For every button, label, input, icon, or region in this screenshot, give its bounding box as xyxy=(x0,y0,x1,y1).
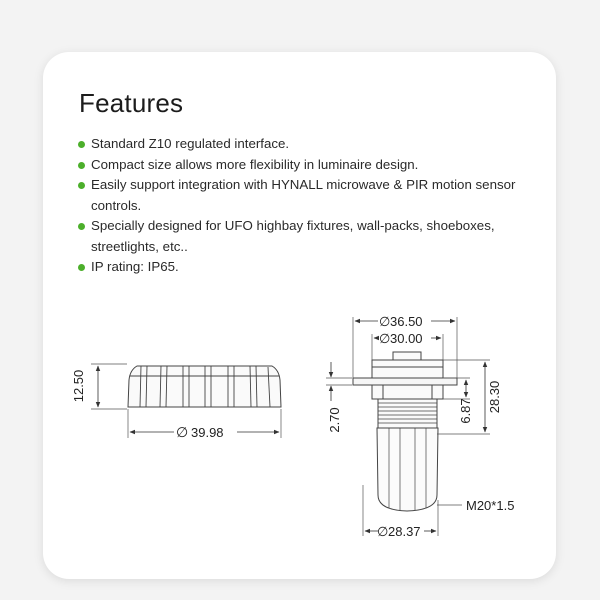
dim-thread-spec xyxy=(437,498,514,513)
feature-text: Easily support integration with HYNALL microwave & PIR motion sensor controls. xyxy=(91,177,516,213)
dim-top-outer-label: 36.50 xyxy=(390,314,423,329)
dim-left-diameter xyxy=(128,409,281,440)
thread-spec-label: M20*1.5 xyxy=(466,498,515,513)
dim-bottom-diameter-label: 28.37 xyxy=(388,524,421,539)
diameter-symbol: ∅ xyxy=(379,331,391,346)
diameter-symbol: ∅ xyxy=(377,524,389,539)
feature-text: Compact size allows more flexibility in luminaire design. xyxy=(91,156,419,172)
dim-left-diameter-label: 39.98 xyxy=(191,425,224,440)
dim-flange-label: 2.70 xyxy=(327,407,342,433)
dim-left-height-label: 12.50 xyxy=(71,369,86,403)
feature-text: Standard Z10 regulated interface. xyxy=(91,136,290,151)
sensor-body-view xyxy=(353,352,457,511)
diameter-symbol: ∅ xyxy=(379,314,391,329)
dim-flange xyxy=(326,362,352,433)
cap-side-view xyxy=(128,366,281,407)
dim-thread-length-label: 6.87 xyxy=(458,398,473,424)
dim-total-height-label: 28.30 xyxy=(487,380,502,414)
dim-left-height xyxy=(71,364,127,409)
features-heading: Features xyxy=(79,88,184,118)
dim-top-inner-label: 30.00 xyxy=(390,331,423,346)
diameter-symbol: ∅ xyxy=(176,424,189,440)
feature-text: IP rating: IP65. xyxy=(91,259,179,274)
feature-text: Specially designed for UFO highbay fixtures, wall-packs, shoeboxes, streetlights, etc.. xyxy=(91,218,495,254)
